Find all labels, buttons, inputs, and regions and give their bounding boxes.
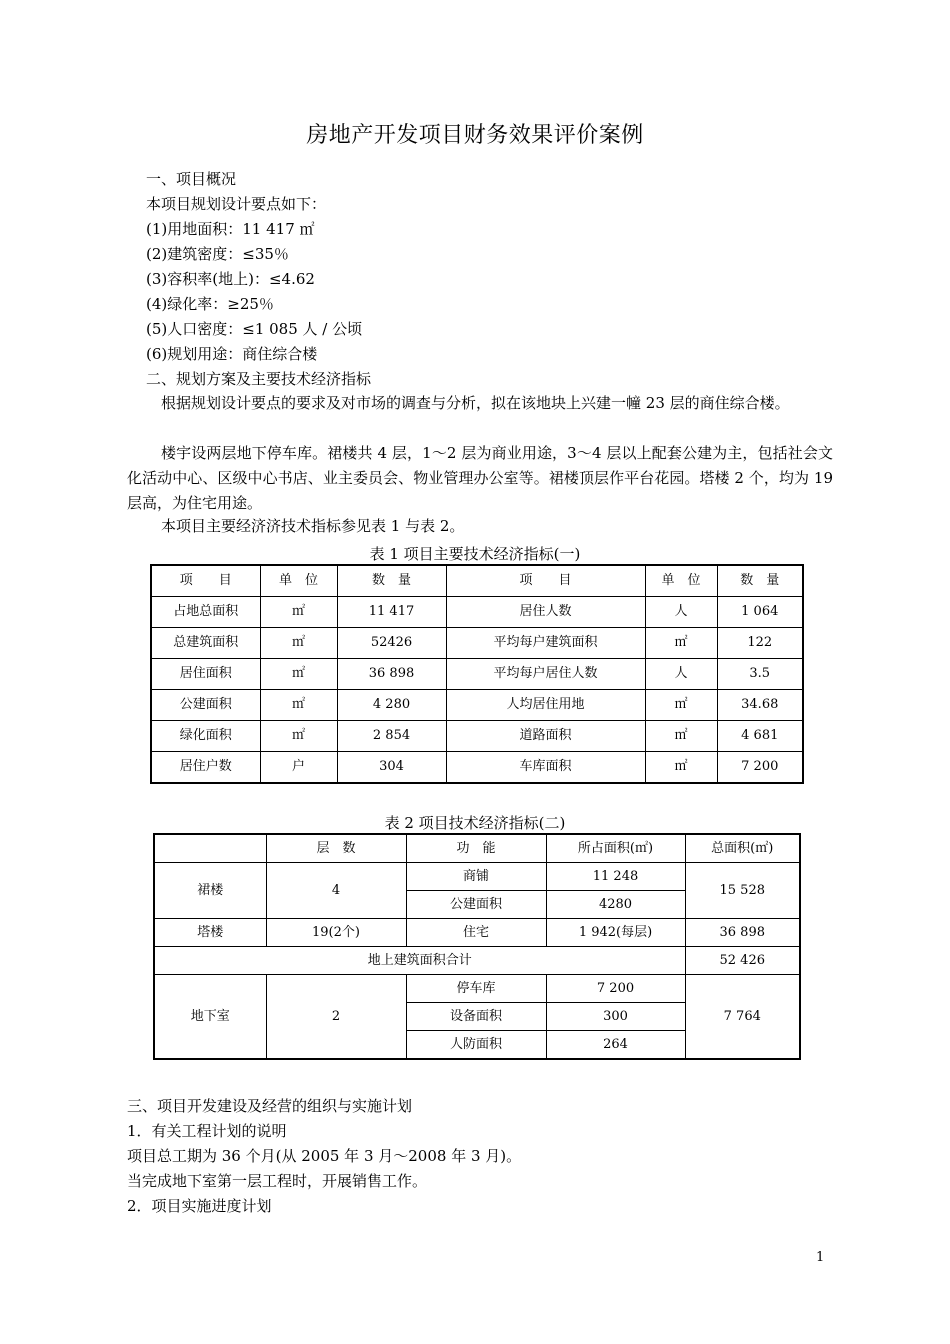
table-cell: 122 (717, 628, 803, 659)
table-row (151, 628, 803, 659)
table-cell: ㎡ (260, 659, 337, 690)
planning-item: (4)绿化率：≥25％ (146, 295, 274, 313)
section3-subheading: 2．项目实施进度计划 (127, 1197, 272, 1215)
table-cell: 居住人数 (446, 597, 645, 628)
table-cell: 3.5 (717, 659, 803, 690)
table-cell: 公建面积 (151, 690, 260, 721)
table-cell: 公建面积 (406, 891, 546, 919)
table-cell: 人均居住用地 (446, 690, 645, 721)
document-title: 房地产开发项目财务效果评价案例 (306, 123, 644, 148)
table-cell: ㎡ (260, 721, 337, 752)
table-cell: 19(2个) (266, 919, 406, 947)
header-cell: 所占面积(㎡) (546, 834, 685, 863)
indicator-table-2 (153, 833, 801, 1060)
table-cell: 地上建筑面积合计 (154, 947, 685, 975)
table-cell: 道路面积 (446, 721, 645, 752)
table-row (154, 919, 800, 947)
table-cell: 塔楼 (154, 919, 266, 947)
table-header-row (154, 834, 800, 863)
table-cell: 15 528 (685, 863, 800, 919)
section2-heading: 二、规划方案及主要技术经济指标 (146, 370, 372, 388)
section2-paragraph: 根据规划设计要点的要求及对市场的调查与分析，拟在该地块上兴建一幢 23 层的商住综合楼。 (161, 394, 790, 412)
table-cell: 264 (546, 1031, 685, 1060)
header-cell: 层 数 (266, 834, 406, 863)
table-cell: 52 426 (685, 947, 800, 975)
table-cell: 居住面积 (151, 659, 260, 690)
page-number: 1 (816, 1250, 825, 1265)
table-row (151, 690, 803, 721)
table-row (154, 863, 800, 891)
table-cell: ㎡ (645, 690, 717, 721)
table-row (151, 659, 803, 690)
header-cell: 项 目 (446, 565, 645, 597)
table-cell: 36 898 (685, 919, 800, 947)
table2-caption: 表 2 项目技术经济指标(二) (384, 814, 566, 832)
header-cell: 单 位 (260, 565, 337, 597)
table-cell: 人 (645, 659, 717, 690)
table-cell: ㎡ (645, 721, 717, 752)
table-cell: 居住户数 (151, 752, 260, 784)
indicator-table-1 (150, 564, 804, 784)
table-row (154, 947, 800, 975)
table-cell: 4 (266, 863, 406, 919)
table-cell: 300 (546, 1003, 685, 1031)
section2-paragraph: 本项目主要经济济技术指标参见表 1 与表 2。 (161, 517, 465, 535)
table-cell: 36 898 (337, 659, 446, 690)
table-cell: 平均每户建筑面积 (446, 628, 645, 659)
section3-text: 项目总工期为 36 个月(从 2005 年 3 月～2008 年 3 月)。 (127, 1147, 522, 1165)
table-header-row (151, 565, 803, 597)
table-cell: 34.68 (717, 690, 803, 721)
table-cell: 人防面积 (406, 1031, 546, 1060)
table-cell: ㎡ (260, 597, 337, 628)
table-cell: 户 (260, 752, 337, 784)
table-cell: 停车库 (406, 975, 546, 1003)
table-cell: 7 200 (717, 752, 803, 784)
table1-caption: 表 1 项目主要技术经济指标(一) (369, 545, 581, 563)
table-cell: 2 854 (337, 721, 446, 752)
planning-item: (2)建筑密度：≤35％ (146, 245, 289, 263)
header-cell: 总面积(㎡) (685, 834, 800, 863)
header-cell (154, 834, 266, 863)
table-cell: 车库面积 (446, 752, 645, 784)
table-cell: 裙楼 (154, 863, 266, 919)
table-cell: 绿化面积 (151, 721, 260, 752)
table-cell: ㎡ (260, 690, 337, 721)
table-row (154, 975, 800, 1003)
section1-intro: 本项目规划设计要点如下： (146, 195, 327, 213)
table-cell: 2 (266, 975, 406, 1060)
table-cell: 商铺 (406, 863, 546, 891)
table-cell: 设备面积 (406, 1003, 546, 1031)
section1-heading: 一、项目概况 (146, 170, 237, 188)
table-cell: 1 064 (717, 597, 803, 628)
table-cell: 52426 (337, 628, 446, 659)
table-cell: 1 942(每层) (546, 919, 685, 947)
section3-subheading: 1．有关工程计划的说明 (127, 1122, 287, 1140)
table-cell: 7 200 (546, 975, 685, 1003)
header-cell: 功 能 (406, 834, 546, 863)
table-cell: 4 280 (337, 690, 446, 721)
header-cell: 数 量 (337, 565, 446, 597)
planning-item: (6)规划用途：商住综合楼 (146, 345, 318, 363)
planning-item: (1)用地面积：11 417 ㎡ (146, 220, 315, 238)
table-cell: 总建筑面积 (151, 628, 260, 659)
table-cell: 占地总面积 (151, 597, 260, 628)
table-cell: 地下室 (154, 975, 266, 1060)
header-cell: 项 目 (151, 565, 260, 597)
planning-item: (5)人口密度：≤1 085 人 / 公顷 (146, 320, 363, 338)
table-cell: 住宅 (406, 919, 546, 947)
table-row (151, 597, 803, 628)
table-cell: 4 681 (717, 721, 803, 752)
header-cell: 数 量 (717, 565, 803, 597)
table-cell: 304 (337, 752, 446, 784)
header-cell: 单 位 (645, 565, 717, 597)
table-cell: ㎡ (645, 628, 717, 659)
table-cell: 11 417 (337, 597, 446, 628)
table-cell: 11 248 (546, 863, 685, 891)
section3-text: 当完成地下室第一层工程时，开展销售工作。 (127, 1172, 428, 1190)
planning-item: (3)容积率(地上)：≤4.62 (146, 270, 315, 288)
table-cell: ㎡ (645, 752, 717, 784)
table-cell: 4280 (546, 891, 685, 919)
table-cell: 人 (645, 597, 717, 628)
table-row (151, 721, 803, 752)
table-cell: 7 764 (685, 975, 800, 1060)
table-cell: 平均每户居住人数 (446, 659, 645, 690)
section2-paragraph: 楼宇设两层地下停车库。裙楼共 4 层，1～2 层为商业用途，3～4 层以上配套公建为主，包括社会文化活动中心、区级中心书店、业主委员会、物业管理办公室等。裙楼顶层作平台花园。塔楼 2 个，均为 19 层高，为住宅用途。 (127, 444, 833, 512)
section3-heading: 三、项目开发建设及经营的组织与实施计划 (127, 1097, 413, 1115)
table-row (151, 752, 803, 784)
table-cell: ㎡ (260, 628, 337, 659)
